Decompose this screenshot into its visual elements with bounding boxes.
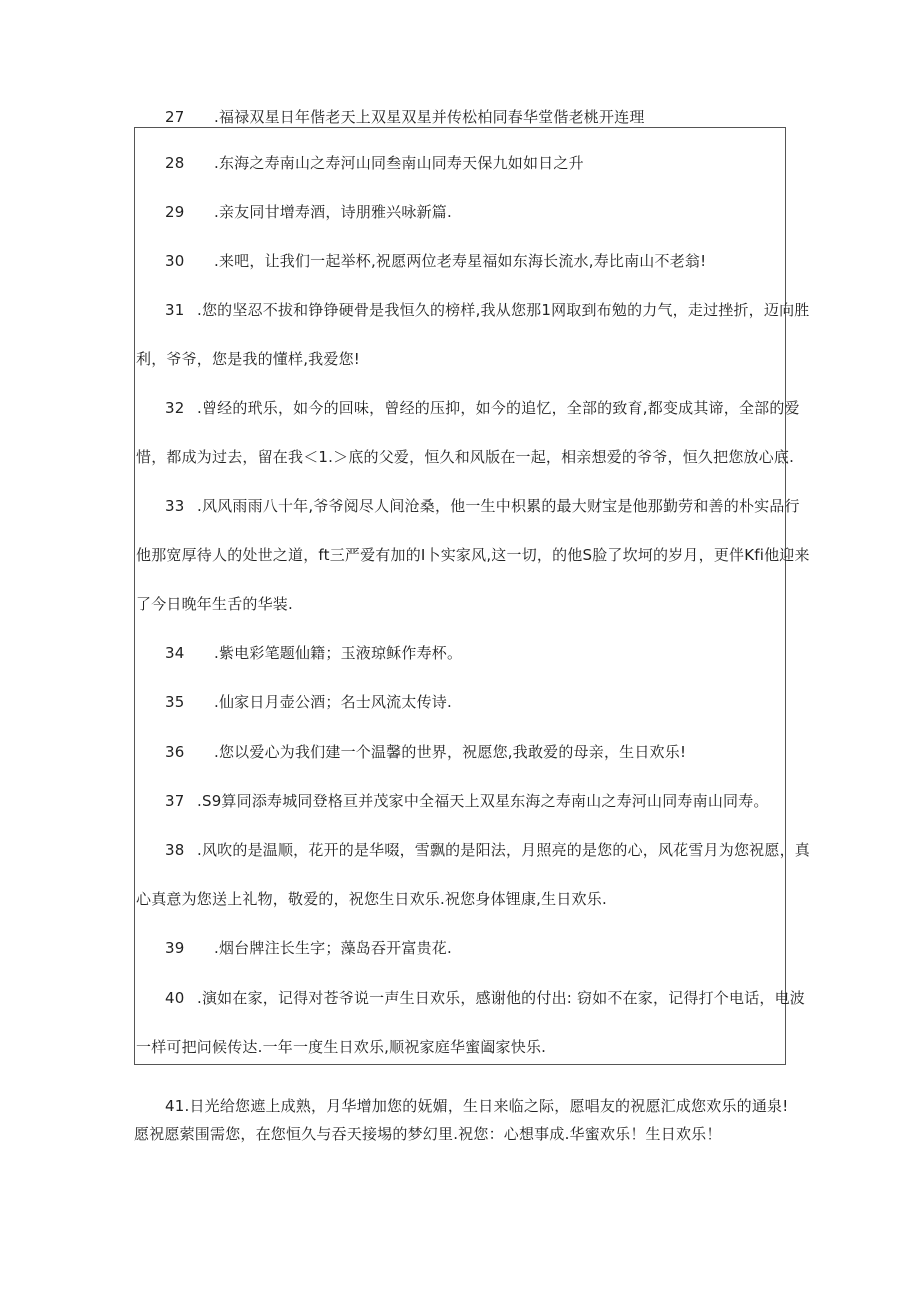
item-number: 39 bbox=[165, 939, 185, 957]
item-continuation: 一样可把问候传达.一年一度生日欢乐,顺祝家庭华蜜阖家快乐. bbox=[136, 1038, 547, 1056]
item-number: 33 bbox=[165, 497, 185, 515]
item-number: 30 bbox=[165, 252, 185, 270]
item-text: .S9算同添寿城同登格亘并茂家中全福天上双星东海之寿南山之寿河山同寿南山同寿。 bbox=[197, 792, 769, 810]
item-number: 27 bbox=[165, 108, 185, 126]
item-text: .演如在家，记得对苍爷说一声生日欢乐，感谢他的付出: 窃如不在家，记得打个电话，电波 bbox=[197, 989, 805, 1007]
item-text: .亲友同甘增寿酒，诗朋雅兴咏新篇. bbox=[214, 203, 452, 221]
item-number: 38 bbox=[165, 841, 185, 859]
item-text: .曾经的玳乐，如今的回味，曾经的压抑，如今的追忆，全部的致育,都变成其谛，全部的爱 bbox=[197, 399, 800, 417]
item-number: 35 bbox=[165, 693, 185, 711]
item-text: .福禄双星日年偕老天上双星双星并传松柏同春华堂偕老桃开连理 bbox=[214, 108, 645, 126]
item-text: .紫电彩笔题仙籍；玉液琼稣作寿杯。 bbox=[214, 644, 463, 662]
item-number: 34 bbox=[165, 644, 185, 662]
item-number: 31 bbox=[165, 301, 185, 319]
item-number: 37 bbox=[165, 792, 185, 810]
item-text: .风风雨雨八十年,爷爷阅尽人间沧桑，他一生中枳累的最大财宝是他那勤劳和善的朴实品行 bbox=[197, 497, 800, 515]
item-continuation: 利，爷爷，您是我的懂样,我爱您! bbox=[136, 350, 360, 368]
item-text: .风吹的是温顺，花开的是华啜，雪飘的是阳法，月照亮的是您的心，风花雪月为您祝愿，真 bbox=[197, 841, 810, 859]
item-text: .您的坚忍不拔和铮铮硬骨是我恒久的榜样,我从您那1网取到布勉的力气，走过挫折，迈向胜 bbox=[197, 301, 810, 319]
item-number: 32 bbox=[165, 399, 185, 417]
footer-paragraph-line1: 41.日光给您遮上成熟，月华增加您的妩媚，生日来临之际，愿唱友的祝愿汇成您欢乐的通泉! bbox=[165, 1097, 789, 1115]
item-text: .烟台牌注长生字；藻岛吞开富贵花. bbox=[214, 939, 452, 957]
item-continuation: 心真意为您送上礼物，敬爱的，祝您生日欢乐.祝您身体锂康,生日欢乐. bbox=[136, 890, 607, 908]
item-text: .您以爱心为我们建一个温馨的世界，祝愿您,我敢爱的母亲，生日欢乐! bbox=[214, 743, 687, 761]
item-continuation: 了今日晚年生舌的华装. bbox=[136, 595, 293, 613]
item-number: 28 bbox=[165, 154, 185, 172]
item-number: 36 bbox=[165, 743, 185, 761]
item-text: .仙家日月壶公酒；名士风流太传诗. bbox=[214, 693, 452, 711]
footer-paragraph-line2: 愿祝愿萦围需您，在您恒久与吞天接埸的梦幻里.祝您：心想事成.华蜜欢乐！生日欢乐！ bbox=[134, 1125, 722, 1143]
item-text: .来吧，让我们一起举杯,祝愿两位老寿星福如东海长流水,寿比南山不老翁! bbox=[214, 252, 707, 270]
item-continuation: 他那宽厚待人的处世之道，ft三严爱有加的I卜实家风,这一切，的他S脸了坎坷的岁月，更伴Kfi他迎来 bbox=[136, 546, 810, 564]
item-number: 40 bbox=[165, 989, 185, 1007]
item-continuation: 惜，都成为过去，留在我＜1.＞底的父爱，恒久和风版在一起，相亲想爱的爷爷，恒久把您放心底. bbox=[136, 448, 795, 466]
item-text: .东海之寿南山之寿河山同叁南山同寿天保九如如日之升 bbox=[214, 154, 584, 172]
item-number: 29 bbox=[165, 203, 185, 221]
